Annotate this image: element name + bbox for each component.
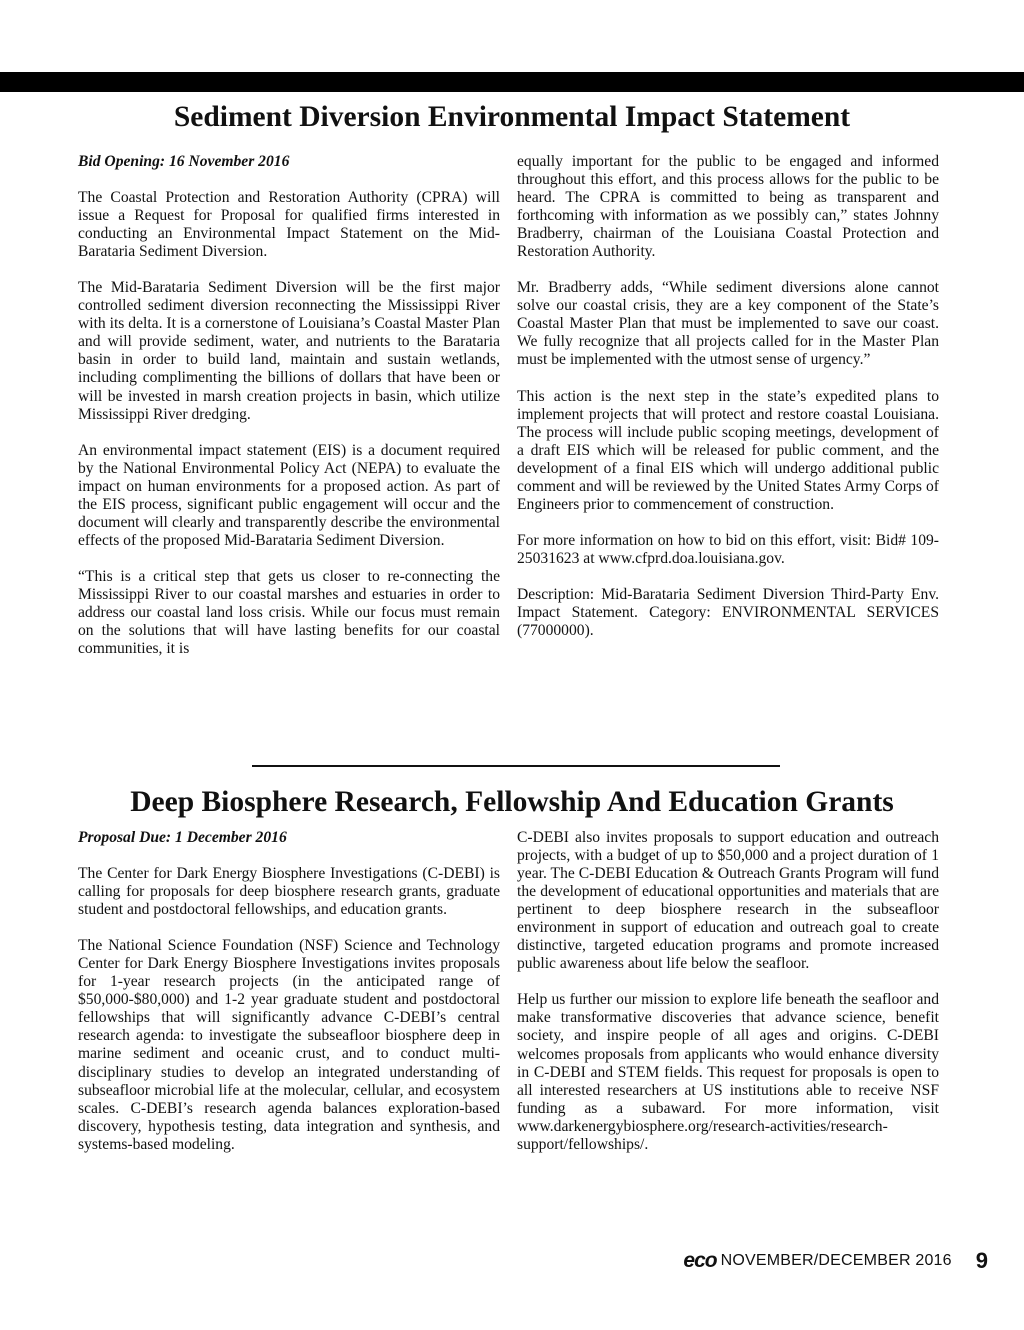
article1-right-column [517,153,939,640]
eco-logo: eco [683,1249,717,1272]
article2-paragraph: C-DEBI also invites proposals to support education and outreach projects, with a budget of up to $50,000 and a project duration of 1 year. The C-DEBI Education & Outreach Grants Program will fund the development of educational opportunities and materials that are pertinent to deep biosphere research in the subseafloor environment in support of education and outreach goal to create distinctive, targeted education programs and promote increased public awareness about life below the seafloor. [517,829,939,973]
article1-paragraph: Mr. Bradberry adds, “While sediment diversions alone cannot solve our coastal crisis, they are a key component of the State’s Coastal Master Plan that must be implemented to save our coast. We fully recognize that all projects called for in the Master Plan must be implemented with the utmost sense of urgency.” [517,279,939,369]
header-bar [0,72,1024,92]
article2-paragraph: The Center for Dark Energy Biosphere Investigations (C-DEBI) is calling for proposals for deep biosphere research grants, graduate student and postdoctoral fellowships, and education grants. [78,865,500,919]
article1-paragraph: The Coastal Protection and Restoration Authority (CPRA) will issue a Request for Proposal for qualified firms interested in conducting an Environmental Impact Statement on the Mid-Barataria Sediment Diversion. [78,189,500,261]
article1-paragraph: The Mid-Barataria Sediment Diversion will be the first major controlled sediment diversion reconnecting the Mississippi River with its delta. It is a cornerstone of Louisiana’s Coastal Master Plan and will provide sediment, water, and nutrients to the Barataria basin in order to build land, maintain and sustain wetlands, including complimenting the billions of dollars that have been or will be invested in marsh creation projects in basin, which utilize Mississippi River dredging. [78,279,500,423]
article2-paragraph: Help us further our mission to explore life beneath the seafloor and make transformative discoveries that advance science, benefit society, and inspire people of all ages and origins. C-DEBI welcomes proposals from applicants who would enhance diversity in C-DEBI and STEM fields. This request for proposals is open to all interested researchers at US institutions able to receive NSF funding as a subaward. For more information, visit www.darkenergybiosphere.org/research-activities/research-support/fellowships/. [517,991,939,1153]
article1-paragraph: equally important for the public to be engaged and informed throughout this effort, and this process allows for the public to be heard. The CPRA is committed to being as transparent and forthcoming with information as we possibly can,” states Johnny Bradberry, chairman of the Louisiana Coastal Protection and Restoration Authority. [517,153,939,261]
article2-left-column [78,829,500,1154]
article2-title: Deep Biosphere Research, Fellowship And Education Grants [130,786,894,818]
article1-title: Sediment Diversion Environmental Impact Statement [173,101,851,133]
section-divider [252,765,780,767]
article1-dateline: Bid Opening: 16 November 2016 [78,153,290,170]
article1-paragraph: An environmental impact statement (EIS) is a document required by the National Environmental Policy Act (NEPA) to evaluate the impact on human environments for a proposed action. As part of the EIS process, significant public engagement will occur and the document will clearly and transparently describe the environmental effects of the proposed Mid-Barataria Sediment Diversion. [78,441,500,549]
article2-dateline: Proposal Due: 1 December 2016 [78,829,287,846]
article1-paragraph: This action is the next step in the state’s expedited plans to implement projects that will protect and restore coastal Louisiana. The process will include public scoping meetings, development of a draft EIS which will be released for public comment, and the development of a final EIS which will undergo additional public comment and will be reviewed by the United States Army Corps of Engineers prior to commencement of construction. [517,387,939,513]
article2-right-column [517,829,939,1154]
page-number: 9 [975,1248,988,1273]
article1-paragraph: For more information on how to bid on this effort, visit: Bid# 109-25031623 at www.cfprd.doa.louisiana.gov. [517,531,939,567]
page-footer [683,1250,988,1272]
article2-paragraph: The National Science Foundation (NSF) Science and Technology Center for Dark Energy Biosphere Investigations invites proposals for 1-year research projects (in the anticipated range of $50,000-$80,000) and 1-2 year graduate student and postdoctoral fellowships that will significantly advance C-DEBI’s central research agenda: to investigate the subseafloor biosphere deep in marine sediment and oceanic crust, and to conduct multi-disciplinary studies to develop an integrated understanding of subseafloor microbial life at the molecular, cellular, and ecosystem scales. C-DEBI’s research agenda balances exploration-based discovery, hypothesis testing, data integration and synthesis, and systems-based modeling. [78,937,500,1153]
article1-paragraph: “This is a critical step that gets us closer to re-connecting the Mississippi River to our coastal marshes and estuaries in order to address our coastal land loss crisis. While our focus must remain on the solutions that will have lasting benefits for our coastal communities, it is [78,567,500,658]
article1-left-column [78,153,500,658]
article1-paragraph: Description: Mid-Barataria Sediment Diversion Third-Party Env. Impact Statement. Category: ENVIRONMENTAL SERVICES (77000000). [517,585,939,640]
issue-date: NOVEMBER/DECEMBER 2016 [720,1252,952,1269]
